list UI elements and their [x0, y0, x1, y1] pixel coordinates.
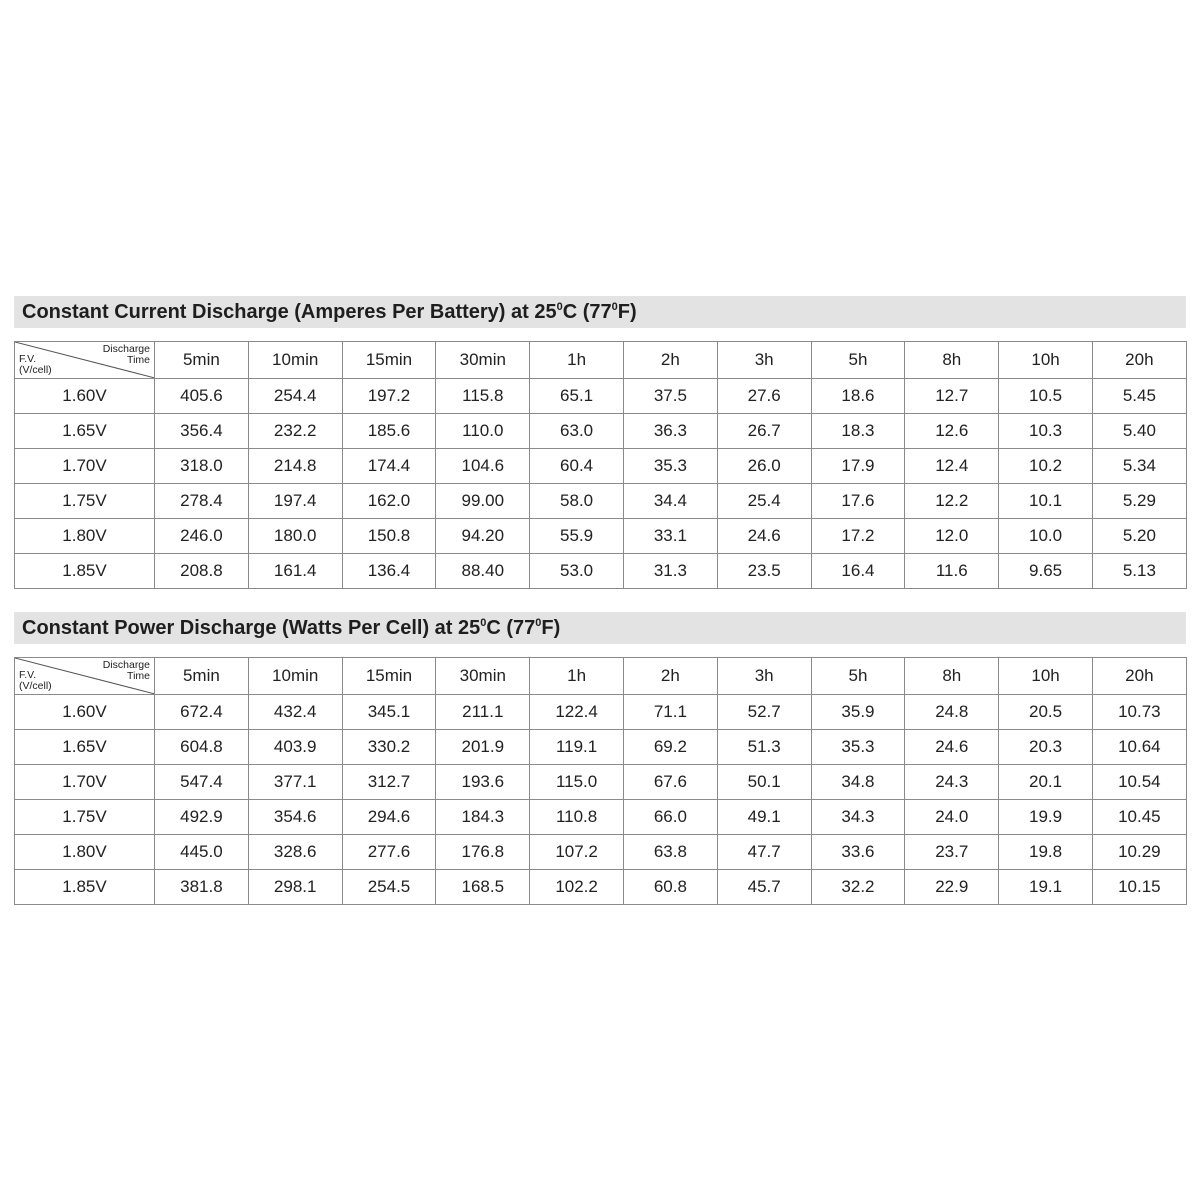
value-cell: 53.0: [530, 554, 624, 589]
value-cell: 445.0: [155, 835, 249, 870]
table-row: [15, 484, 1187, 519]
fv-cell: 1.80V: [15, 835, 155, 870]
value-cell: 150.8: [342, 519, 436, 554]
fv-cell: 1.85V: [15, 870, 155, 905]
constant-power-section: [14, 612, 1186, 905]
value-cell: 19.1: [999, 870, 1093, 905]
value-cell: 52.7: [717, 695, 811, 730]
value-cell: 20.3: [999, 730, 1093, 765]
value-cell: 254.4: [248, 379, 342, 414]
value-cell: 19.9: [999, 800, 1093, 835]
column-header: 5h: [811, 342, 905, 379]
value-cell: 31.3: [623, 554, 717, 589]
value-cell: 22.9: [905, 870, 999, 905]
value-cell: 32.2: [811, 870, 905, 905]
value-cell: 197.4: [248, 484, 342, 519]
value-cell: 10.54: [1092, 765, 1186, 800]
value-cell: 381.8: [155, 870, 249, 905]
value-cell: 25.4: [717, 484, 811, 519]
column-header: 3h: [717, 658, 811, 695]
table-row: [15, 414, 1187, 449]
value-cell: 12.0: [905, 519, 999, 554]
discharge-table: [14, 341, 1187, 589]
value-cell: 35.3: [811, 730, 905, 765]
discharge-time-label: Discharge Time: [102, 343, 150, 366]
value-cell: 19.8: [999, 835, 1093, 870]
fv-cell: 1.80V: [15, 519, 155, 554]
value-cell: 34.4: [623, 484, 717, 519]
value-cell: 211.1: [436, 695, 530, 730]
value-cell: 12.4: [905, 449, 999, 484]
column-header: 5h: [811, 658, 905, 695]
value-cell: 214.8: [248, 449, 342, 484]
value-cell: 115.0: [530, 765, 624, 800]
value-cell: 63.8: [623, 835, 717, 870]
value-cell: 115.8: [436, 379, 530, 414]
fv-cell: 1.65V: [15, 414, 155, 449]
value-cell: 110.8: [530, 800, 624, 835]
value-cell: 9.65: [999, 554, 1093, 589]
table-row: [15, 765, 1187, 800]
value-cell: 26.0: [717, 449, 811, 484]
value-cell: 58.0: [530, 484, 624, 519]
fv-label: F.V. (V/cell): [19, 669, 52, 692]
value-cell: 5.13: [1092, 554, 1186, 589]
value-cell: 18.3: [811, 414, 905, 449]
value-cell: 193.6: [436, 765, 530, 800]
value-cell: 18.6: [811, 379, 905, 414]
fv-cell: 1.60V: [15, 695, 155, 730]
value-cell: 492.9: [155, 800, 249, 835]
discharge-table: [14, 657, 1187, 905]
value-cell: 27.6: [717, 379, 811, 414]
value-cell: 35.9: [811, 695, 905, 730]
table-row: [15, 870, 1187, 905]
value-cell: 17.6: [811, 484, 905, 519]
value-cell: 168.5: [436, 870, 530, 905]
fv-cell: 1.70V: [15, 765, 155, 800]
value-cell: 49.1: [717, 800, 811, 835]
value-cell: 403.9: [248, 730, 342, 765]
column-header: 15min: [342, 342, 436, 379]
header-row: [15, 342, 1187, 379]
value-cell: 23.7: [905, 835, 999, 870]
value-cell: 10.73: [1092, 695, 1186, 730]
value-cell: 176.8: [436, 835, 530, 870]
table-row: [15, 554, 1187, 589]
column-header: 30min: [436, 658, 530, 695]
value-cell: 55.9: [530, 519, 624, 554]
value-cell: 23.5: [717, 554, 811, 589]
value-cell: 10.64: [1092, 730, 1186, 765]
value-cell: 405.6: [155, 379, 249, 414]
value-cell: 63.0: [530, 414, 624, 449]
value-cell: 197.2: [342, 379, 436, 414]
fv-cell: 1.70V: [15, 449, 155, 484]
column-header: 20h: [1092, 342, 1186, 379]
table-row: [15, 730, 1187, 765]
value-cell: 5.40: [1092, 414, 1186, 449]
fv-cell: 1.65V: [15, 730, 155, 765]
value-cell: 60.4: [530, 449, 624, 484]
value-cell: 356.4: [155, 414, 249, 449]
value-cell: 60.8: [623, 870, 717, 905]
title-main: Constant Current Discharge (Amperes Per Battery) at 25: [22, 301, 557, 323]
value-cell: 26.7: [717, 414, 811, 449]
value-cell: 99.00: [436, 484, 530, 519]
value-cell: 547.4: [155, 765, 249, 800]
corner-header-cell: [15, 342, 155, 379]
value-cell: 10.1: [999, 484, 1093, 519]
corner-header-cell: [15, 658, 155, 695]
value-cell: 65.1: [530, 379, 624, 414]
value-cell: 12.6: [905, 414, 999, 449]
value-cell: 12.2: [905, 484, 999, 519]
column-header: 1h: [530, 658, 624, 695]
value-cell: 102.2: [530, 870, 624, 905]
value-cell: 34.8: [811, 765, 905, 800]
value-cell: 232.2: [248, 414, 342, 449]
column-header: 10min: [248, 342, 342, 379]
title-end: F): [541, 617, 561, 639]
value-cell: 345.1: [342, 695, 436, 730]
title-main: Constant Power Discharge (Watts Per Cell) at 25: [22, 617, 481, 639]
value-cell: 330.2: [342, 730, 436, 765]
value-cell: 36.3: [623, 414, 717, 449]
value-cell: 318.0: [155, 449, 249, 484]
table-row: [15, 800, 1187, 835]
title-degree-2: 0: [611, 301, 618, 313]
column-header: 30min: [436, 342, 530, 379]
section-title: [14, 612, 1186, 644]
value-cell: 180.0: [248, 519, 342, 554]
value-cell: 278.4: [155, 484, 249, 519]
value-cell: 11.6: [905, 554, 999, 589]
value-cell: 20.1: [999, 765, 1093, 800]
value-cell: 122.4: [530, 695, 624, 730]
value-cell: 208.8: [155, 554, 249, 589]
value-cell: 34.3: [811, 800, 905, 835]
value-cell: 298.1: [248, 870, 342, 905]
column-header: 5min: [155, 342, 249, 379]
table-row: [15, 695, 1187, 730]
value-cell: 37.5: [623, 379, 717, 414]
column-header: 8h: [905, 342, 999, 379]
value-cell: 254.5: [342, 870, 436, 905]
value-cell: 67.6: [623, 765, 717, 800]
value-cell: 66.0: [623, 800, 717, 835]
title-degree-1: 0: [556, 301, 563, 313]
table-row: [15, 835, 1187, 870]
value-cell: 10.5: [999, 379, 1093, 414]
value-cell: 24.6: [717, 519, 811, 554]
title-mid: C (77: [486, 617, 536, 639]
value-cell: 10.0: [999, 519, 1093, 554]
value-cell: 10.15: [1092, 870, 1186, 905]
value-cell: 24.0: [905, 800, 999, 835]
value-cell: 104.6: [436, 449, 530, 484]
value-cell: 12.7: [905, 379, 999, 414]
column-header: 20h: [1092, 658, 1186, 695]
value-cell: 162.0: [342, 484, 436, 519]
column-header: 1h: [530, 342, 624, 379]
column-header: 2h: [623, 658, 717, 695]
value-cell: 35.3: [623, 449, 717, 484]
column-header: 10min: [248, 658, 342, 695]
value-cell: 5.29: [1092, 484, 1186, 519]
value-cell: 5.20: [1092, 519, 1186, 554]
value-cell: 312.7: [342, 765, 436, 800]
value-cell: 45.7: [717, 870, 811, 905]
value-cell: 50.1: [717, 765, 811, 800]
value-cell: 672.4: [155, 695, 249, 730]
value-cell: 377.1: [248, 765, 342, 800]
header-row: [15, 658, 1187, 695]
fv-cell: 1.60V: [15, 379, 155, 414]
value-cell: 107.2: [530, 835, 624, 870]
value-cell: 161.4: [248, 554, 342, 589]
fv-cell: 1.75V: [15, 484, 155, 519]
value-cell: 10.2: [999, 449, 1093, 484]
title-degree-1: 0: [480, 617, 487, 629]
value-cell: 17.9: [811, 449, 905, 484]
value-cell: 71.1: [623, 695, 717, 730]
value-cell: 24.6: [905, 730, 999, 765]
value-cell: 354.6: [248, 800, 342, 835]
value-cell: 88.40: [436, 554, 530, 589]
title-end: F): [617, 301, 637, 323]
value-cell: 328.6: [248, 835, 342, 870]
value-cell: 277.6: [342, 835, 436, 870]
value-cell: 136.4: [342, 554, 436, 589]
value-cell: 5.34: [1092, 449, 1186, 484]
value-cell: 51.3: [717, 730, 811, 765]
value-cell: 10.3: [999, 414, 1093, 449]
value-cell: 16.4: [811, 554, 905, 589]
value-cell: 294.6: [342, 800, 436, 835]
column-header: 15min: [342, 658, 436, 695]
value-cell: 33.6: [811, 835, 905, 870]
value-cell: 185.6: [342, 414, 436, 449]
column-header: 10h: [999, 658, 1093, 695]
table-row: [15, 379, 1187, 414]
value-cell: 94.20: [436, 519, 530, 554]
value-cell: 246.0: [155, 519, 249, 554]
value-cell: 110.0: [436, 414, 530, 449]
value-cell: 24.8: [905, 695, 999, 730]
column-header: 2h: [623, 342, 717, 379]
value-cell: 17.2: [811, 519, 905, 554]
value-cell: 119.1: [530, 730, 624, 765]
column-header: 3h: [717, 342, 811, 379]
value-cell: 184.3: [436, 800, 530, 835]
value-cell: 174.4: [342, 449, 436, 484]
value-cell: 33.1: [623, 519, 717, 554]
constant-current-section: [14, 296, 1186, 589]
column-header: 10h: [999, 342, 1093, 379]
value-cell: 201.9: [436, 730, 530, 765]
column-header: 5min: [155, 658, 249, 695]
value-cell: 47.7: [717, 835, 811, 870]
value-cell: 5.45: [1092, 379, 1186, 414]
fv-cell: 1.85V: [15, 554, 155, 589]
value-cell: 69.2: [623, 730, 717, 765]
column-header: 8h: [905, 658, 999, 695]
title-degree-2: 0: [535, 617, 542, 629]
title-mid: C (77: [562, 301, 612, 323]
value-cell: 10.45: [1092, 800, 1186, 835]
value-cell: 10.29: [1092, 835, 1186, 870]
value-cell: 24.3: [905, 765, 999, 800]
fv-cell: 1.75V: [15, 800, 155, 835]
section-title: [14, 296, 1186, 328]
value-cell: 604.8: [155, 730, 249, 765]
discharge-time-label: Discharge Time: [102, 659, 150, 682]
fv-label: F.V. (V/cell): [19, 353, 52, 376]
table-row: [15, 449, 1187, 484]
table-row: [15, 519, 1187, 554]
value-cell: 20.5: [999, 695, 1093, 730]
value-cell: 432.4: [248, 695, 342, 730]
